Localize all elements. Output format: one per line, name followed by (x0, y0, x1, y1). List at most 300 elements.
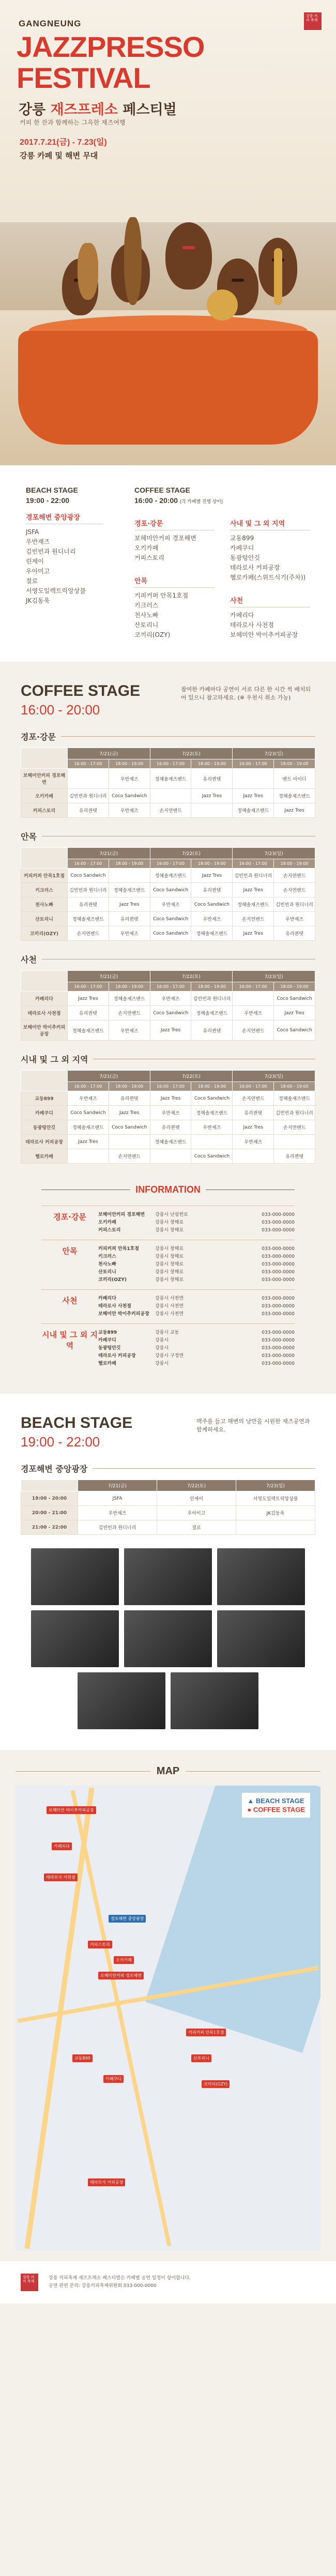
performer-cell: Coco Sandwich (191, 897, 233, 912)
table-row (21, 1149, 315, 1164)
list-item: 커피커퍼 안목1호점 (134, 592, 189, 599)
table-row (21, 769, 315, 789)
list-item: JSFA (26, 528, 39, 536)
performer-cell (68, 1149, 109, 1164)
performer-cell: 우반재즈 (233, 1135, 274, 1149)
footer-line: 강릉 커피축제 재즈프레소 페스티벌은 카페별 공연 일정이 상이합니다. (49, 2276, 191, 2281)
region-label (21, 953, 315, 965)
cafe-address: 강릉시 (155, 1346, 169, 1351)
beach-stage-title (21, 1414, 132, 1450)
guitar-icon (78, 243, 98, 300)
performer-cell: Jazz Tres (274, 803, 315, 818)
information-title-text: INFORMATION (135, 1184, 201, 1195)
performer-photo (31, 1610, 119, 1667)
performer-cell (68, 769, 109, 789)
performer-cell (150, 789, 191, 803)
performer-cell: Jazz Tres (150, 1091, 191, 1106)
beach-stage-heading: BEACH STAGE (26, 486, 78, 494)
performer-cell: 정혜솔재즈밴드 (191, 1006, 233, 1020)
info-item (98, 1276, 295, 1284)
schedule-table (21, 748, 315, 818)
performer-cell: Jazz Tres (233, 926, 274, 941)
performer-cell: 유리퀸텟 (109, 912, 150, 926)
time-slot-header: 18:00 - 19:00 (109, 859, 150, 868)
performer-cell: 김빈빈과 원디너리 (233, 868, 274, 883)
performer-cell: 정혜솔재즈밴드 (68, 1120, 109, 1135)
performer-photo (217, 1610, 305, 1667)
list-item: 린제이 (26, 558, 44, 565)
coffee-cafe-list (134, 534, 215, 563)
map-pin[interactable]: 카페쿠디 (103, 2075, 124, 2083)
cafe-address: 강릉시 창해로 (155, 1277, 184, 1283)
performer-cell: 우반재즈 (109, 1020, 150, 1041)
coffee-area-grid (134, 512, 310, 640)
performer-cell: 유리퀸텟 (191, 1020, 233, 1041)
list-item: 오키카페 (134, 544, 159, 552)
performer-cell: 손지연밴드 (274, 883, 315, 897)
time-slot-header: 16:00 - 17:00 (233, 759, 274, 769)
performer-cell: 유리퀸텟 (191, 769, 233, 789)
list-item: 키크러스 (134, 602, 159, 609)
time-slot-cell: 19:00 - 20:00 (21, 1491, 78, 1506)
performer-cell: 손지연밴드 (109, 1149, 150, 1164)
performer-cell: Coco Sandwich (109, 1120, 150, 1135)
venue-cell: 테라로사 커피공장 (21, 1135, 68, 1149)
korean-title-highlight: 재즈프레소 (50, 102, 118, 118)
road (71, 1790, 172, 2246)
cafe-phone: 033-000-0000 (262, 1304, 295, 1309)
table-row (21, 1020, 315, 1041)
info-item (98, 1329, 295, 1337)
table-header-row (21, 1480, 315, 1491)
time-slot-header: 18:00 - 19:00 (109, 982, 150, 992)
performer-cell: 손지연밴드 (233, 1020, 274, 1041)
tagline: 커피 한 잔과 함께하는 그윽한 재즈여행 (20, 119, 126, 126)
performer-cell (233, 769, 274, 789)
performer-cell: Coco Sandwich (150, 912, 191, 926)
performer-cell (233, 992, 274, 1006)
map-pin[interactable]: 오키카페 (114, 1956, 134, 1964)
performer-cell: 정혜솔재즈밴드 (109, 992, 150, 1006)
venue-cell: 카페쿠디 (21, 1106, 68, 1120)
cafe-address: 강릉시 사천면 (155, 1296, 184, 1301)
table-row (21, 868, 315, 883)
performer-cell: 정혜솔재즈밴드 (274, 1091, 315, 1106)
list-item: 테라로사 커피공장 (230, 564, 280, 571)
coffee-stage-summary (134, 486, 310, 641)
table-row (21, 926, 315, 941)
cafe-name: 카페쿠디 (98, 1338, 116, 1343)
area-map[interactable] (16, 1786, 320, 2251)
performer-cell: JSFA (78, 1491, 157, 1506)
beach-performer-list (26, 527, 103, 606)
cafe-name: 천사노빠 (98, 1262, 116, 1267)
info-item (98, 1211, 295, 1219)
info-row (41, 1206, 295, 1240)
day-header: 7/22(토) (150, 1071, 233, 1082)
performer-cell: 손지연밴드 (233, 1091, 274, 1106)
coffee-area-name: 사내 및 그 외 지역 (230, 518, 310, 530)
venue-cell: 오키카페 (21, 789, 68, 803)
map-title (16, 1765, 320, 1777)
performer-cell: 우반재즈 (109, 769, 150, 789)
korean-title (19, 98, 177, 118)
cafe-phone: 033-000-0000 (262, 1296, 295, 1301)
venue-cell: 교동899 (21, 1091, 68, 1106)
cafe-phone: 033-000-0000 (262, 1330, 295, 1335)
performer-cell (236, 1520, 315, 1535)
map-pin[interactable]: 커피커퍼 안목1호점 (186, 2029, 226, 2036)
legend-beach-stage: ▲ BEACH STAGE (247, 1797, 304, 1805)
map-pin[interactable]: 보헤미안커피 경포해변 (98, 1972, 144, 1979)
cafe-name: 커피스토리 (98, 1228, 121, 1233)
beach-stage-title-time: 19:00 - 22:00 (21, 1434, 100, 1450)
time-slot-header: 18:00 - 19:00 (191, 859, 233, 868)
performer-cell: 서영도일렉트릭앙상블 (236, 1491, 315, 1506)
festival-venue: 강릉 카페 및 해변 무대 (20, 151, 98, 160)
time-slot-header: 16:00 - 17:00 (150, 859, 191, 868)
performer-photo (124, 1548, 212, 1605)
cafe-address: 강릉시 사천면 (155, 1312, 184, 1317)
performer-cell: 정혜솔재즈밴드 (150, 1135, 191, 1149)
table-row (21, 789, 315, 803)
table-row (21, 1120, 315, 1135)
legend-coffee-stage: ● COFFEE STAGE (247, 1806, 305, 1813)
list-item: 우반재즈 (26, 538, 50, 545)
info-item (98, 1245, 295, 1253)
cafe-address: 강릉시 난설헌로 (155, 1212, 188, 1217)
performer-cell: 김빈빈과 원디너리 (274, 897, 315, 912)
divider (16, 1771, 150, 1772)
cafe-name: 카페리다 (98, 1296, 116, 1301)
table-row (21, 1520, 315, 1535)
table-row (21, 1006, 315, 1020)
performer-cell: 절로 (157, 1520, 236, 1535)
performer-cell: 우아미고 (157, 1506, 236, 1520)
stage-summary (0, 465, 336, 662)
performer-cell: 유리퀸텟 (68, 803, 109, 818)
day-header: 7/22(토) (150, 971, 233, 982)
cafe-address: 강릉시 (155, 1338, 169, 1343)
performer-cell: 손지연밴드 (233, 912, 274, 926)
time-slot-header: 16:00 - 17:00 (68, 759, 109, 769)
day-header: 7/22(토) (157, 1480, 236, 1491)
performer-photo (217, 1548, 305, 1605)
cafe-phone: 033-000-0000 (262, 1361, 295, 1366)
beach-stage-title-text: BEACH STAGE (21, 1414, 133, 1431)
table-header-row (21, 748, 315, 759)
time-slot-header: 18:00 - 19:00 (191, 1082, 233, 1091)
day-header: 7/22(토) (150, 748, 233, 759)
venue-cell: 보헤미안커피 경포해변 (21, 769, 68, 789)
performer-cell: Jazz Tres (274, 1006, 315, 1020)
cafe-phone: 033-000-0000 (262, 1270, 295, 1275)
performer-cell: 유리퀸텟 (274, 926, 315, 941)
coffee-cafe-list (134, 591, 215, 640)
cafe-phone: 033-000-0000 (262, 1262, 295, 1267)
performer-cell: Jazz Tres (109, 897, 150, 912)
korean-title-prefix: 강릉 (19, 102, 46, 118)
beach-schedule-table (21, 1480, 315, 1535)
day-header: 7/23(일) (236, 1480, 315, 1491)
venue-cell: 천사노빠 (21, 897, 68, 912)
cafe-phone: 033-000-0000 (262, 1228, 295, 1233)
coffee-stage-time (134, 496, 310, 505)
info-region-name: 시내 및 그 외 지역 (42, 1330, 98, 1350)
performer-cell: Jazz Tres (191, 868, 233, 883)
performer-photo (31, 1548, 119, 1605)
performer-cell (274, 1135, 315, 1149)
performer-cell: Coco Sandwich (150, 926, 191, 941)
performer-cell: 우반재즈 (191, 1120, 233, 1135)
bean-musician-singer (165, 222, 212, 289)
day-header: 7/22(토) (150, 848, 233, 859)
cafe-phone: 033-000-0000 (262, 1346, 295, 1351)
performer-cell: 우반재즈 (150, 897, 191, 912)
cafe-address: 강릉시 창해로 (155, 1228, 184, 1233)
region-label (21, 1053, 315, 1065)
korean-title-suffix: 페스티벌 (123, 102, 177, 118)
city-label: GANGNEUNG (19, 19, 82, 28)
map-pin[interactable]: 커피스토리 (88, 1941, 112, 1948)
coffee-stage-note: 참여한 카페마다 공연이 서로 다른 한 시간 씩 배치되어 있으니 참고하세요. (※ 우천시 취소 가능) (181, 686, 311, 701)
time-slot-header: 18:00 - 19:00 (274, 759, 315, 769)
day-header: 7/21(금) (68, 1071, 150, 1082)
table-row (21, 1491, 315, 1506)
performer-photo (124, 1610, 212, 1667)
time-slot-header: 16:00 - 17:00 (150, 982, 191, 992)
cafe-address: 강릉시 (155, 1361, 169, 1366)
map-pin[interactable]: 교동899 (72, 2054, 93, 2062)
cafe-address: 강릉시 창해로 (155, 1262, 184, 1267)
region-name: 시내 및 그 외 지역 (21, 1055, 88, 1064)
cafe-phone: 033-000-0000 (262, 1220, 295, 1225)
cup-stage-illustration (18, 331, 318, 445)
corner-cell (21, 971, 68, 992)
coffee-stage-title (21, 682, 140, 718)
info-region-name: 안목 (62, 1246, 78, 1256)
performer-cell: 유리퀸텟 (150, 1120, 191, 1135)
time-slot-header: 16:00 - 17:00 (150, 759, 191, 769)
performer-photo (78, 1672, 165, 1729)
performer-cell: 정혜솔재즈밴드 (233, 897, 274, 912)
cafe-address: 강릉시 창해로 (155, 1220, 184, 1225)
performer-cell: Jazz Tres (150, 1020, 191, 1041)
venue-cell: 보헤미안 박이추커피공장 (21, 1020, 68, 1041)
cafe-name: 보헤미안 박이추커피공장 (98, 1312, 149, 1317)
info-region-name: 경포·강문 (53, 1212, 86, 1222)
performer-cell: Coco Sandwich (150, 883, 191, 897)
table-header-row (21, 971, 315, 982)
performer-cell: Jazz Tres (68, 1135, 109, 1149)
list-item: 우아미고 (26, 568, 50, 575)
drum-icon (207, 289, 238, 321)
list-item: 천사노빠 (134, 612, 159, 619)
info-item (98, 1360, 295, 1368)
beach-place-label (21, 1462, 315, 1474)
table-row (21, 992, 315, 1006)
performer-cell: Coco Sandwich (150, 1006, 191, 1020)
cafe-address: 강릉시 창해로 (155, 1246, 184, 1252)
coffee-stage-header (21, 682, 315, 718)
cafe-name: 코끼리(OZY) (98, 1277, 127, 1283)
cafe-address: 강릉시 창해로 (155, 1270, 184, 1275)
time-slot-header: 16:00 - 17:00 (233, 1082, 274, 1091)
day-header: 7/23(일) (233, 1071, 315, 1082)
performer-cell: 김빈빈과 원디너리 (68, 883, 109, 897)
venue-cell: 커피스토리 (21, 803, 68, 818)
performer-cell: 우반재즈 (109, 926, 150, 941)
performer-cell: Coco Sandwich (68, 868, 109, 883)
venue-cell: 코끼리(OZY) (21, 926, 68, 941)
cafe-phone: 033-000-0000 (262, 1353, 295, 1359)
hero-banner (0, 0, 336, 465)
region-label (21, 830, 315, 842)
performer-cell: 정혜솔재즈밴드 (150, 769, 191, 789)
venue-cell: 커피커퍼 안목1호점 (21, 868, 68, 883)
info-item (98, 1303, 295, 1310)
venue-cell: 헬로카페 (21, 1149, 68, 1164)
performer-cell: 우반재즈 (109, 803, 150, 818)
list-item: 서영도일렉트릭앙상블 (26, 587, 86, 595)
performer-cell: 정혜솔재즈밴드 (191, 1106, 233, 1120)
schedule-table (21, 970, 315, 1041)
list-item: 보헤미안커피 경포해변 (134, 535, 196, 542)
performer-cell: 손지연밴드 (150, 803, 191, 818)
schedule-table (21, 847, 315, 941)
cafe-phone: 033-000-0000 (262, 1277, 295, 1283)
cafe-phone: 033-000-0000 (262, 1212, 295, 1217)
performer-cell: Coco Sandwich (109, 789, 150, 803)
time-slot-header: 16:00 - 17:00 (68, 1082, 109, 1091)
info-item (98, 1261, 295, 1269)
beach-stage-summary (26, 486, 103, 641)
festival-title-line1: JAZZPRESSO (17, 31, 205, 63)
legend-coffee-label: COFFEE STAGE (253, 1806, 305, 1813)
venue-cell: 동광텅안깃 (21, 1120, 68, 1135)
cafe-phone: 033-000-0000 (262, 1254, 295, 1259)
map-pin[interactable]: 보헤미안 박이추커피공장 (47, 1806, 96, 1814)
table-row (21, 883, 315, 897)
time-slot-header: 16:00 - 17:00 (233, 859, 274, 868)
time-slot-header: 16:00 - 17:00 (233, 982, 274, 992)
coffee-area-name: 사천 (230, 595, 310, 607)
day-header: 7/21(금) (78, 1480, 157, 1491)
info-item (98, 1295, 295, 1303)
performer-cell: Coco Sandwich (274, 992, 315, 1006)
table-row (21, 897, 315, 912)
list-item: 동광텅안깃 (230, 554, 260, 561)
venue-cell: 산토리니 (21, 912, 68, 926)
performer-cell: 정혜솔재즈밴드 (109, 883, 150, 897)
cafe-phone: 033-000-0000 (262, 1338, 295, 1343)
cafe-name: 산토리니 (98, 1270, 116, 1275)
performer-cell: Jazz Tres (233, 789, 274, 803)
info-row (41, 1323, 295, 1373)
saxophone-icon (274, 248, 282, 305)
cafe-name: 교동899 (98, 1330, 117, 1335)
footer-line: 공연 관련 문의: 강릉커피축제위원회 033-000-0000 (49, 2283, 157, 2289)
day-header: 7/21(금) (68, 748, 150, 759)
performer-cell: 유리퀸텟 (274, 1149, 315, 1164)
cafe-name: 테라로사 사천점 (98, 1304, 131, 1309)
performer-photos (21, 1548, 315, 1729)
coffee-area-column-right (230, 512, 310, 640)
table-header-row (21, 1071, 315, 1082)
map-section (0, 1750, 336, 2261)
info-items (98, 1211, 295, 1234)
map-pin[interactable]: 산토리니 (191, 2054, 211, 2062)
beach-table-body (21, 1491, 315, 1535)
table-row (21, 1135, 315, 1149)
performer-cell: Jazz Tres (109, 1106, 150, 1120)
cafe-name: 동광텅안깃 (98, 1346, 121, 1351)
cafe-address: 강릉시 교동 (155, 1330, 179, 1335)
info-item (98, 1337, 295, 1345)
sea-area (145, 1786, 320, 2053)
info-item (98, 1219, 295, 1227)
map-pin[interactable]: 테라로사 커피공장 (88, 2178, 125, 2186)
day-header: 7/21(금) (68, 848, 150, 859)
performer-cell: 정혜솔재즈밴드 (68, 1020, 109, 1041)
map-pin[interactable]: 카페리다 (52, 1842, 72, 1850)
list-item: 테라로사 사천점 (230, 621, 274, 629)
info-row (41, 1289, 295, 1323)
corner-cell (21, 1480, 78, 1491)
performer-cell: Jazz Tres (233, 883, 274, 897)
performer-cell: 우반재즈 (150, 1106, 191, 1120)
divider (186, 1771, 320, 1772)
performer-cell: 정혜솔재즈밴드 (274, 789, 315, 803)
divider (93, 1468, 315, 1469)
venue-cell: 카페리다 (21, 992, 68, 1006)
table-row (21, 803, 315, 818)
time-slot-header: 18:00 - 19:00 (191, 759, 233, 769)
info-items (98, 1245, 295, 1284)
performer-cell: 김빈빈과 원디너리 (68, 789, 109, 803)
performer-photo (171, 1672, 258, 1729)
coffee-cafe-list (230, 534, 310, 583)
beach-area-name: 경포해변 중앙광장 (26, 512, 103, 524)
performer-cell: Coco Sandwich (191, 1149, 233, 1164)
list-item: 절로 (26, 577, 38, 585)
performer-cell: Coco Sandwich (274, 1020, 315, 1041)
coffee-stage-title-text: COFFEE STAGE (21, 682, 141, 699)
time-slot-header: 18:00 - 19:00 (109, 1082, 150, 1091)
info-item (98, 1269, 295, 1276)
performer-cell: 손지연밴드 (109, 1006, 150, 1020)
info-item (98, 1345, 295, 1352)
list-item: 김빈빈과 원디너리 (26, 548, 76, 555)
time-slot-header: 16:00 - 17:00 (68, 859, 109, 868)
map-pin[interactable]: 코끼리(OZY) (202, 2080, 230, 2088)
performer-cell: 김빈빈과 원디너리 (274, 1106, 315, 1120)
beach-stage-note: 맥주를 들고 해변의 낭만을 시원한 재즈공연과 함께하세요. (196, 1418, 310, 1433)
map-pin[interactable]: 테라로사 사천점 (44, 1873, 78, 1881)
map-pin[interactable]: 경포해변 중앙광장 (109, 1915, 146, 1923)
coffee-stage-schedule (0, 662, 336, 1179)
region-name: 안목 (21, 832, 37, 842)
performer-cell: 우반재즈 (191, 912, 233, 926)
performer-cell (191, 803, 233, 818)
performer-cell: 정혜솔재즈밴드 (191, 926, 233, 941)
performer-cell: 유리퀸텟 (68, 897, 109, 912)
info-items (98, 1329, 295, 1368)
schedule-table (21, 1070, 315, 1164)
footer-logo: 강릉 커피 축제 (21, 2274, 38, 2291)
performer-cell (109, 1135, 150, 1149)
venue-cell: 키크러스 (21, 883, 68, 897)
